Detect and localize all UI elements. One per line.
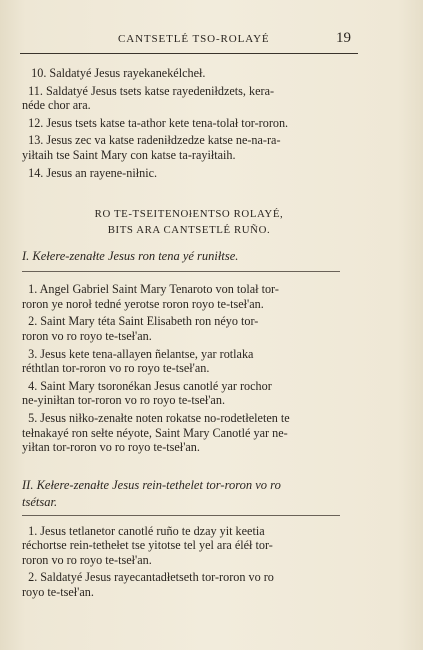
part-one-item — [22, 314, 356, 343]
section-heading-line1: RO TE-TSEITENOłENTSO ROLAYÉ, — [94, 208, 284, 221]
part-two-title-line2: tsétsar. — [22, 494, 58, 509]
item-number: 14. — [28, 165, 44, 180]
part-one — [22, 248, 356, 455]
page-header — [0, 0, 423, 58]
item-continuation: néde chor ara. — [22, 98, 91, 113]
list-item — [22, 133, 356, 162]
item-text: Saldatyé Jesus rayekanekélcheł. — [49, 66, 206, 80]
part-one-item — [22, 411, 356, 455]
part-one-title: I. Kełere-zenałte Jesus ron tena yé runiłtse. — [22, 249, 239, 264]
part-two-item — [22, 524, 356, 568]
item-line: réchortse rein-tethełet tse yitotse tel yel ara éléł tor- — [22, 538, 273, 553]
item-line: 5. Jesus niłko-zenałte noten rokatse no-rodetłeleten te — [28, 410, 290, 425]
list-item — [22, 166, 356, 181]
section-heading-line2: BITS ARA CANTSETLÉ RUÑO. — [107, 224, 271, 237]
item-text: Jesus zec va katse radeniłdzedze katse ne-na-ra- — [46, 133, 281, 148]
item-line: tełnakayé ron sełte néyote, Saint Mary Canotlé yar ne- — [22, 425, 288, 440]
page-number: 19 — [336, 30, 351, 46]
part-two-title-line1: II. Kełere-zenałte Jesus rein-tethelet tor-roron vo ro — [22, 477, 281, 492]
top-list — [22, 66, 356, 180]
running-title: CANTSETLÉ TSO-ROLAYÉ — [118, 33, 270, 45]
list-item — [22, 84, 356, 113]
part-two-rule — [22, 515, 340, 516]
item-continuation: yiłtaih tse Saint Mary con katse ta-rayiłtaih. — [22, 147, 236, 162]
item-number: 12. — [28, 115, 44, 130]
part-two-item — [22, 570, 356, 599]
item-line: 4. Saint Mary tsoronékan Jesus canotlé yar rochor — [28, 378, 272, 393]
item-line: roron ye noroł tedné yerotse roron royo te-tseł'an. — [22, 296, 264, 311]
item-text: Saldatyé Jesus tsets katse rayedeniłdzets, kera- — [45, 83, 275, 98]
item-line: 2. Saint Mary téta Saint Elisabeth ron néyo tor- — [28, 314, 259, 329]
item-line: yiłtan tor-roron vo ro royo te-tseł'an. — [22, 440, 200, 455]
section-heading — [22, 206, 356, 238]
item-line: 1. Angel Gabriel Saint Mary Tenaroto von tolał tor- — [28, 282, 279, 297]
item-number: 13. — [28, 133, 44, 148]
list-item — [22, 66, 356, 81]
part-two — [22, 477, 356, 600]
item-number: 11. — [28, 83, 43, 98]
item-line: 3. Jesus kete tena-allayen ñelantse, yar rotlaka — [28, 346, 254, 361]
part-one-rule — [22, 271, 340, 272]
part-one-item — [22, 347, 356, 376]
item-line: 1. Jesus tetlanetor canotlé ruño te dzay yit keetia — [28, 523, 265, 538]
text-column — [22, 64, 356, 603]
item-line: roron vo ro royo te-tseł'an. — [22, 328, 152, 343]
list-item — [22, 116, 356, 131]
item-line: 2. Saldatyé Jesus rayecantadłetseth tor-roron vo ro — [28, 570, 274, 585]
part-two-title — [22, 477, 356, 511]
item-line: royo te-tseł'an. — [22, 585, 94, 600]
item-line: roron vo ro royo te-tseł'an. — [22, 552, 152, 567]
header-rule — [20, 53, 358, 54]
item-text: Jesus tsets katse ta-athor kete tena-tolał tor-roron. — [46, 115, 289, 130]
item-line: ne-yiniłtan tor-roron vo ro royo te-tseł'an. — [22, 393, 225, 408]
part-one-item — [22, 282, 356, 311]
item-number: 10. — [31, 66, 47, 80]
item-line: réthtlan tor-roron vo ro royo te-tseł'an. — [22, 361, 210, 376]
item-text: Jesus an rayene-niłnic. — [46, 165, 158, 180]
part-one-item — [22, 379, 356, 408]
